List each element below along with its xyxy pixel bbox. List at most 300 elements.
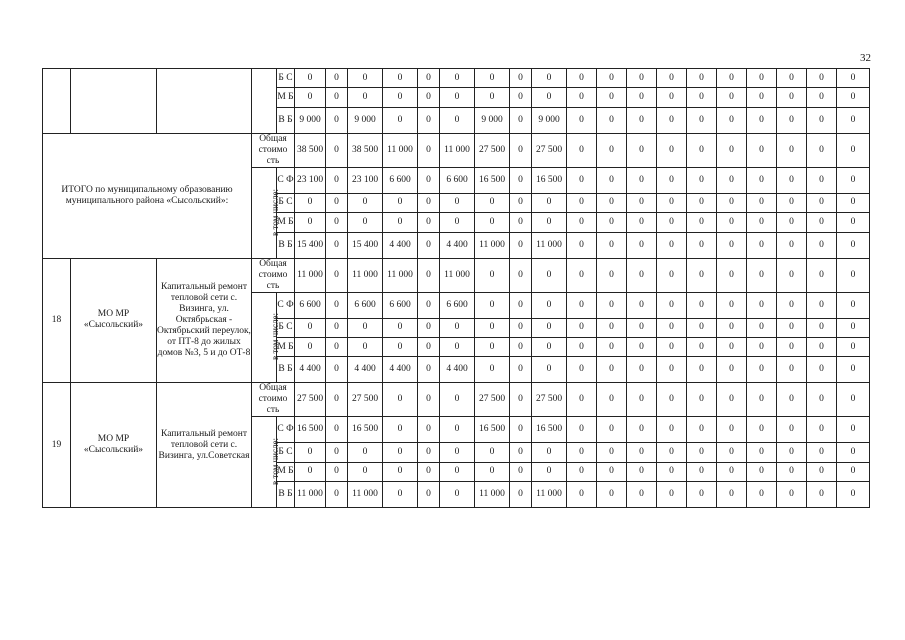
- value-cell: 0: [837, 482, 870, 508]
- value-cell: 0: [440, 482, 475, 508]
- value-cell: 0: [418, 292, 440, 318]
- value-cell: 6 600: [348, 292, 383, 318]
- value-cell: 0: [440, 69, 475, 88]
- value-cell: 6 600: [295, 292, 326, 318]
- value-cell: 0: [627, 69, 657, 88]
- value-cell: 6 600: [383, 167, 418, 193]
- value-cell: 0: [657, 337, 687, 356]
- value-cell: 9 000: [348, 107, 383, 133]
- value-cell: 0: [837, 193, 870, 212]
- value-cell: 0: [777, 318, 807, 337]
- value-cell: 0: [687, 88, 717, 107]
- value-cell: 0: [687, 258, 717, 292]
- value-cell: 4 400: [383, 357, 418, 383]
- value-cell: 0: [567, 167, 597, 193]
- value-cell: 0: [687, 213, 717, 232]
- value-cell: 0: [747, 88, 777, 107]
- value-cell: 11 000: [383, 133, 418, 167]
- value-cell: 0: [807, 482, 837, 508]
- value-cell: 0: [777, 69, 807, 88]
- source-code: С Ф: [277, 292, 295, 318]
- value-cell: 0: [567, 88, 597, 107]
- value-cell: 0: [837, 88, 870, 107]
- value-cell: 0: [747, 337, 777, 356]
- value-cell: 0: [747, 258, 777, 292]
- value-cell: 0: [418, 462, 440, 481]
- value-cell: 0: [687, 357, 717, 383]
- value-cell: 0: [777, 167, 807, 193]
- value-cell: 0: [597, 167, 627, 193]
- value-cell: 0: [687, 443, 717, 462]
- row-number: 18: [43, 258, 71, 383]
- value-cell: 0: [777, 417, 807, 443]
- value-cell: 0: [383, 383, 418, 417]
- value-cell: 27 500: [532, 133, 567, 167]
- value-cell: 11 000: [440, 133, 475, 167]
- value-cell: 0: [807, 232, 837, 258]
- value-cell: 0: [717, 213, 747, 232]
- value-cell: 0: [807, 443, 837, 462]
- total-row: [43, 133, 870, 167]
- value-cell: 0: [567, 213, 597, 232]
- value-cell: 0: [627, 443, 657, 462]
- value-cell: 0: [627, 232, 657, 258]
- value-cell: 0: [657, 193, 687, 212]
- value-cell: 11 000: [475, 232, 510, 258]
- value-cell: 0: [807, 167, 837, 193]
- value-cell: 9 000: [295, 107, 326, 133]
- value-cell: 0: [777, 213, 807, 232]
- value-cell: 0: [657, 482, 687, 508]
- value-cell: 0: [627, 258, 657, 292]
- value-cell: 0: [510, 482, 532, 508]
- value-cell: 16 500: [295, 417, 326, 443]
- value-cell: 0: [717, 193, 747, 212]
- value-cell: 0: [326, 462, 348, 481]
- value-cell: 0: [717, 107, 747, 133]
- value-cell: 9 000: [532, 107, 567, 133]
- value-cell: 0: [440, 213, 475, 232]
- value-cell: 0: [627, 482, 657, 508]
- value-cell: 0: [597, 213, 627, 232]
- value-cell: 0: [747, 462, 777, 481]
- value-cell: 0: [777, 133, 807, 167]
- value-cell: 0: [717, 232, 747, 258]
- value-cell: 6 600: [383, 292, 418, 318]
- value-cell: 0: [747, 107, 777, 133]
- object-description: Капитальный ремонт тепловой сети с. Визинга, ул.Советская: [157, 383, 252, 508]
- value-cell: 0: [295, 69, 326, 88]
- value-cell: 0: [418, 88, 440, 107]
- value-cell: 0: [475, 69, 510, 88]
- value-cell: 0: [837, 167, 870, 193]
- value-cell: 0: [475, 318, 510, 337]
- value-cell: 0: [348, 443, 383, 462]
- value-cell: 0: [475, 88, 510, 107]
- value-cell: 0: [418, 337, 440, 356]
- value-cell: 0: [348, 88, 383, 107]
- value-cell: 0: [657, 69, 687, 88]
- value-cell: 0: [657, 383, 687, 417]
- value-cell: 0: [567, 357, 597, 383]
- value-cell: 0: [510, 417, 532, 443]
- value-cell: 11 000: [295, 482, 326, 508]
- value-cell: 0: [348, 462, 383, 481]
- value-cell: 0: [747, 292, 777, 318]
- value-cell: 0: [597, 292, 627, 318]
- section-title: ИТОГО по муниципальному образованию муниципального района «Сысольский»:: [43, 133, 252, 258]
- value-cell: 0: [348, 193, 383, 212]
- value-cell: 0: [747, 318, 777, 337]
- value-cell: 0: [807, 88, 837, 107]
- value-cell: 0: [687, 318, 717, 337]
- value-cell: 0: [807, 107, 837, 133]
- value-cell: 15 400: [348, 232, 383, 258]
- value-cell: 0: [777, 292, 807, 318]
- value-cell: 0: [510, 443, 532, 462]
- value-cell: 0: [418, 443, 440, 462]
- value-cell: 0: [348, 337, 383, 356]
- value-cell: 0: [295, 213, 326, 232]
- value-cell: 0: [627, 318, 657, 337]
- value-cell: 0: [717, 318, 747, 337]
- value-cell: 0: [418, 69, 440, 88]
- value-cell: 0: [510, 213, 532, 232]
- value-cell: 0: [383, 318, 418, 337]
- value-cell: 0: [747, 357, 777, 383]
- value-cell: 0: [627, 357, 657, 383]
- value-cell: 0: [597, 133, 627, 167]
- value-cell: 0: [717, 417, 747, 443]
- value-cell: 0: [383, 482, 418, 508]
- blank-cell: [252, 69, 277, 134]
- value-cell: 0: [418, 232, 440, 258]
- source-code: М Б: [277, 213, 295, 232]
- value-cell: 0: [418, 107, 440, 133]
- value-cell: 0: [348, 213, 383, 232]
- value-cell: 0: [510, 88, 532, 107]
- value-cell: 0: [837, 69, 870, 88]
- value-cell: 6 600: [440, 167, 475, 193]
- value-cell: 11 000: [532, 482, 567, 508]
- value-cell: 23 100: [348, 167, 383, 193]
- value-cell: 0: [717, 482, 747, 508]
- row-number-cell: [43, 69, 71, 134]
- value-cell: 16 500: [532, 417, 567, 443]
- value-cell: 0: [567, 133, 597, 167]
- value-cell: 0: [295, 88, 326, 107]
- value-cell: 0: [295, 193, 326, 212]
- value-cell: 0: [807, 318, 837, 337]
- value-cell: 0: [747, 482, 777, 508]
- total-row: [43, 383, 870, 417]
- value-cell: 0: [567, 232, 597, 258]
- value-cell: 0: [807, 69, 837, 88]
- value-cell: 0: [510, 383, 532, 417]
- source-code: Б С: [277, 443, 295, 462]
- value-cell: 0: [747, 69, 777, 88]
- value-cell: 0: [657, 258, 687, 292]
- org-name: МО МР «Сысольский»: [71, 383, 157, 508]
- value-cell: 0: [567, 193, 597, 212]
- value-cell: 0: [837, 462, 870, 481]
- value-cell: 0: [657, 357, 687, 383]
- including-label-cell: [252, 417, 280, 508]
- value-cell: 0: [475, 443, 510, 462]
- value-cell: 0: [418, 258, 440, 292]
- budget-table: [42, 68, 870, 508]
- source-code: В Б: [277, 232, 295, 258]
- value-cell: 0: [567, 69, 597, 88]
- value-cell: 0: [627, 107, 657, 133]
- value-cell: 27 500: [295, 383, 326, 417]
- value-cell: 0: [777, 357, 807, 383]
- value-cell: 0: [597, 107, 627, 133]
- value-cell: 0: [418, 357, 440, 383]
- value-cell: 0: [687, 133, 717, 167]
- value-cell: 0: [627, 213, 657, 232]
- value-cell: 0: [295, 443, 326, 462]
- value-cell: 0: [657, 133, 687, 167]
- value-cell: 23 100: [295, 167, 326, 193]
- value-cell: 0: [475, 213, 510, 232]
- value-cell: 0: [532, 292, 567, 318]
- value-cell: 0: [657, 88, 687, 107]
- value-cell: 0: [807, 462, 837, 481]
- value-cell: 0: [567, 292, 597, 318]
- value-cell: 0: [837, 383, 870, 417]
- value-cell: 0: [348, 69, 383, 88]
- value-cell: 0: [532, 337, 567, 356]
- value-cell: 0: [326, 133, 348, 167]
- value-cell: 0: [747, 232, 777, 258]
- value-cell: 0: [326, 482, 348, 508]
- value-cell: 0: [510, 167, 532, 193]
- value-cell: 0: [597, 383, 627, 417]
- value-cell: 11 000: [440, 258, 475, 292]
- value-cell: 0: [807, 133, 837, 167]
- value-cell: 0: [326, 357, 348, 383]
- value-cell: 0: [657, 107, 687, 133]
- value-cell: 0: [440, 107, 475, 133]
- value-cell: 9 000: [475, 107, 510, 133]
- value-cell: 38 500: [295, 133, 326, 167]
- value-cell: 0: [627, 462, 657, 481]
- value-cell: 0: [295, 462, 326, 481]
- value-cell: 0: [383, 88, 418, 107]
- value-cell: 0: [687, 193, 717, 212]
- value-cell: 4 400: [440, 357, 475, 383]
- value-cell: 0: [837, 443, 870, 462]
- value-cell: 0: [418, 213, 440, 232]
- value-cell: 0: [567, 443, 597, 462]
- value-cell: 0: [747, 443, 777, 462]
- value-cell: 16 500: [348, 417, 383, 443]
- value-cell: 0: [717, 258, 747, 292]
- value-cell: 0: [777, 443, 807, 462]
- value-cell: 0: [475, 462, 510, 481]
- value-cell: 16 500: [475, 417, 510, 443]
- value-cell: 0: [777, 232, 807, 258]
- value-cell: 0: [440, 88, 475, 107]
- value-cell: 0: [475, 193, 510, 212]
- total-row: [43, 258, 870, 292]
- value-cell: 0: [383, 69, 418, 88]
- value-cell: 0: [440, 318, 475, 337]
- object-cell: [157, 69, 252, 134]
- value-cell: 0: [440, 337, 475, 356]
- org-name: МО МР «Сысольский»: [71, 258, 157, 383]
- value-cell: 0: [418, 193, 440, 212]
- value-cell: 0: [657, 292, 687, 318]
- value-cell: 0: [597, 193, 627, 212]
- value-cell: 0: [510, 232, 532, 258]
- value-cell: 11 000: [295, 258, 326, 292]
- including-label-cell: [252, 167, 280, 258]
- value-cell: 0: [326, 213, 348, 232]
- value-cell: 0: [657, 417, 687, 443]
- value-cell: 0: [510, 69, 532, 88]
- value-cell: 0: [326, 337, 348, 356]
- value-cell: 0: [747, 213, 777, 232]
- value-cell: 0: [532, 462, 567, 481]
- value-cell: 0: [657, 232, 687, 258]
- value-cell: 0: [510, 357, 532, 383]
- value-cell: 4 400: [348, 357, 383, 383]
- value-cell: 0: [777, 88, 807, 107]
- value-cell: 0: [383, 417, 418, 443]
- value-cell: 0: [657, 167, 687, 193]
- total-cost-label: Общая стоимо сть: [252, 258, 295, 292]
- value-cell: 0: [532, 69, 567, 88]
- value-cell: 0: [597, 318, 627, 337]
- value-cell: 0: [532, 88, 567, 107]
- value-cell: 0: [383, 462, 418, 481]
- value-cell: 0: [807, 357, 837, 383]
- value-cell: 0: [837, 232, 870, 258]
- value-cell: 6 600: [440, 292, 475, 318]
- value-cell: 0: [687, 167, 717, 193]
- table-row: [43, 69, 870, 88]
- value-cell: 0: [383, 337, 418, 356]
- value-cell: 0: [440, 417, 475, 443]
- page-number: 32: [860, 52, 871, 64]
- value-cell: 0: [532, 318, 567, 337]
- value-cell: 0: [807, 292, 837, 318]
- value-cell: 0: [567, 258, 597, 292]
- value-cell: 0: [687, 383, 717, 417]
- value-cell: 0: [627, 383, 657, 417]
- value-cell: 0: [597, 88, 627, 107]
- value-cell: 0: [837, 337, 870, 356]
- value-cell: 0: [383, 443, 418, 462]
- value-cell: 0: [687, 337, 717, 356]
- value-cell: 0: [326, 383, 348, 417]
- value-cell: 0: [687, 232, 717, 258]
- value-cell: 0: [532, 443, 567, 462]
- value-cell: 0: [777, 482, 807, 508]
- value-cell: 0: [597, 443, 627, 462]
- source-code: С Ф: [277, 417, 295, 443]
- source-code: М Б: [277, 462, 295, 481]
- value-cell: 0: [567, 482, 597, 508]
- value-cell: 0: [326, 318, 348, 337]
- value-cell: 0: [777, 383, 807, 417]
- value-cell: 0: [567, 337, 597, 356]
- value-cell: 16 500: [475, 167, 510, 193]
- including-label: в том числе:: [269, 188, 280, 236]
- value-cell: 11 000: [475, 482, 510, 508]
- value-cell: 0: [532, 213, 567, 232]
- value-cell: 0: [657, 462, 687, 481]
- value-cell: 27 500: [348, 383, 383, 417]
- value-cell: 0: [475, 337, 510, 356]
- value-cell: 0: [440, 462, 475, 481]
- source-code: С Ф: [277, 167, 295, 193]
- value-cell: 0: [475, 292, 510, 318]
- source-code: Б С: [277, 318, 295, 337]
- value-cell: 0: [567, 383, 597, 417]
- value-cell: 0: [326, 258, 348, 292]
- total-cost-label: Общая стоимо сть: [252, 383, 295, 417]
- value-cell: 0: [326, 292, 348, 318]
- value-cell: 0: [687, 482, 717, 508]
- value-cell: 0: [747, 167, 777, 193]
- value-cell: 0: [627, 133, 657, 167]
- value-cell: 0: [532, 193, 567, 212]
- value-cell: 0: [747, 417, 777, 443]
- value-cell: 0: [627, 88, 657, 107]
- value-cell: 0: [837, 357, 870, 383]
- value-cell: 0: [627, 193, 657, 212]
- value-cell: 0: [807, 417, 837, 443]
- value-cell: 0: [597, 337, 627, 356]
- value-cell: 0: [717, 443, 747, 462]
- value-cell: 38 500: [348, 133, 383, 167]
- value-cell: 0: [326, 167, 348, 193]
- value-cell: 4 400: [383, 232, 418, 258]
- value-cell: 0: [777, 337, 807, 356]
- value-cell: 0: [687, 107, 717, 133]
- value-cell: 0: [567, 318, 597, 337]
- value-cell: 0: [687, 69, 717, 88]
- value-cell: 0: [418, 417, 440, 443]
- value-cell: 4 400: [440, 232, 475, 258]
- value-cell: 0: [295, 337, 326, 356]
- value-cell: 0: [747, 193, 777, 212]
- value-cell: 0: [440, 443, 475, 462]
- value-cell: 0: [510, 133, 532, 167]
- value-cell: 0: [567, 107, 597, 133]
- value-cell: 0: [807, 193, 837, 212]
- object-description: Капитальный ремонт тепловой сети с. Визинга, ул. Октябрьская - Октябрьский переулок, от ПТ-8 до жилых домов №3, 5 и до ОТ-8: [157, 258, 252, 383]
- value-cell: 0: [657, 213, 687, 232]
- value-cell: 0: [627, 292, 657, 318]
- value-cell: 27 500: [532, 383, 567, 417]
- value-cell: 0: [326, 193, 348, 212]
- value-cell: 0: [440, 193, 475, 212]
- value-cell: 0: [475, 357, 510, 383]
- value-cell: 0: [597, 462, 627, 481]
- value-cell: 0: [597, 357, 627, 383]
- value-cell: 0: [418, 167, 440, 193]
- value-cell: 0: [717, 292, 747, 318]
- value-cell: 0: [717, 337, 747, 356]
- value-cell: 0: [597, 69, 627, 88]
- value-cell: 0: [326, 88, 348, 107]
- value-cell: 4 400: [295, 357, 326, 383]
- including-label: в том числе:: [269, 313, 280, 361]
